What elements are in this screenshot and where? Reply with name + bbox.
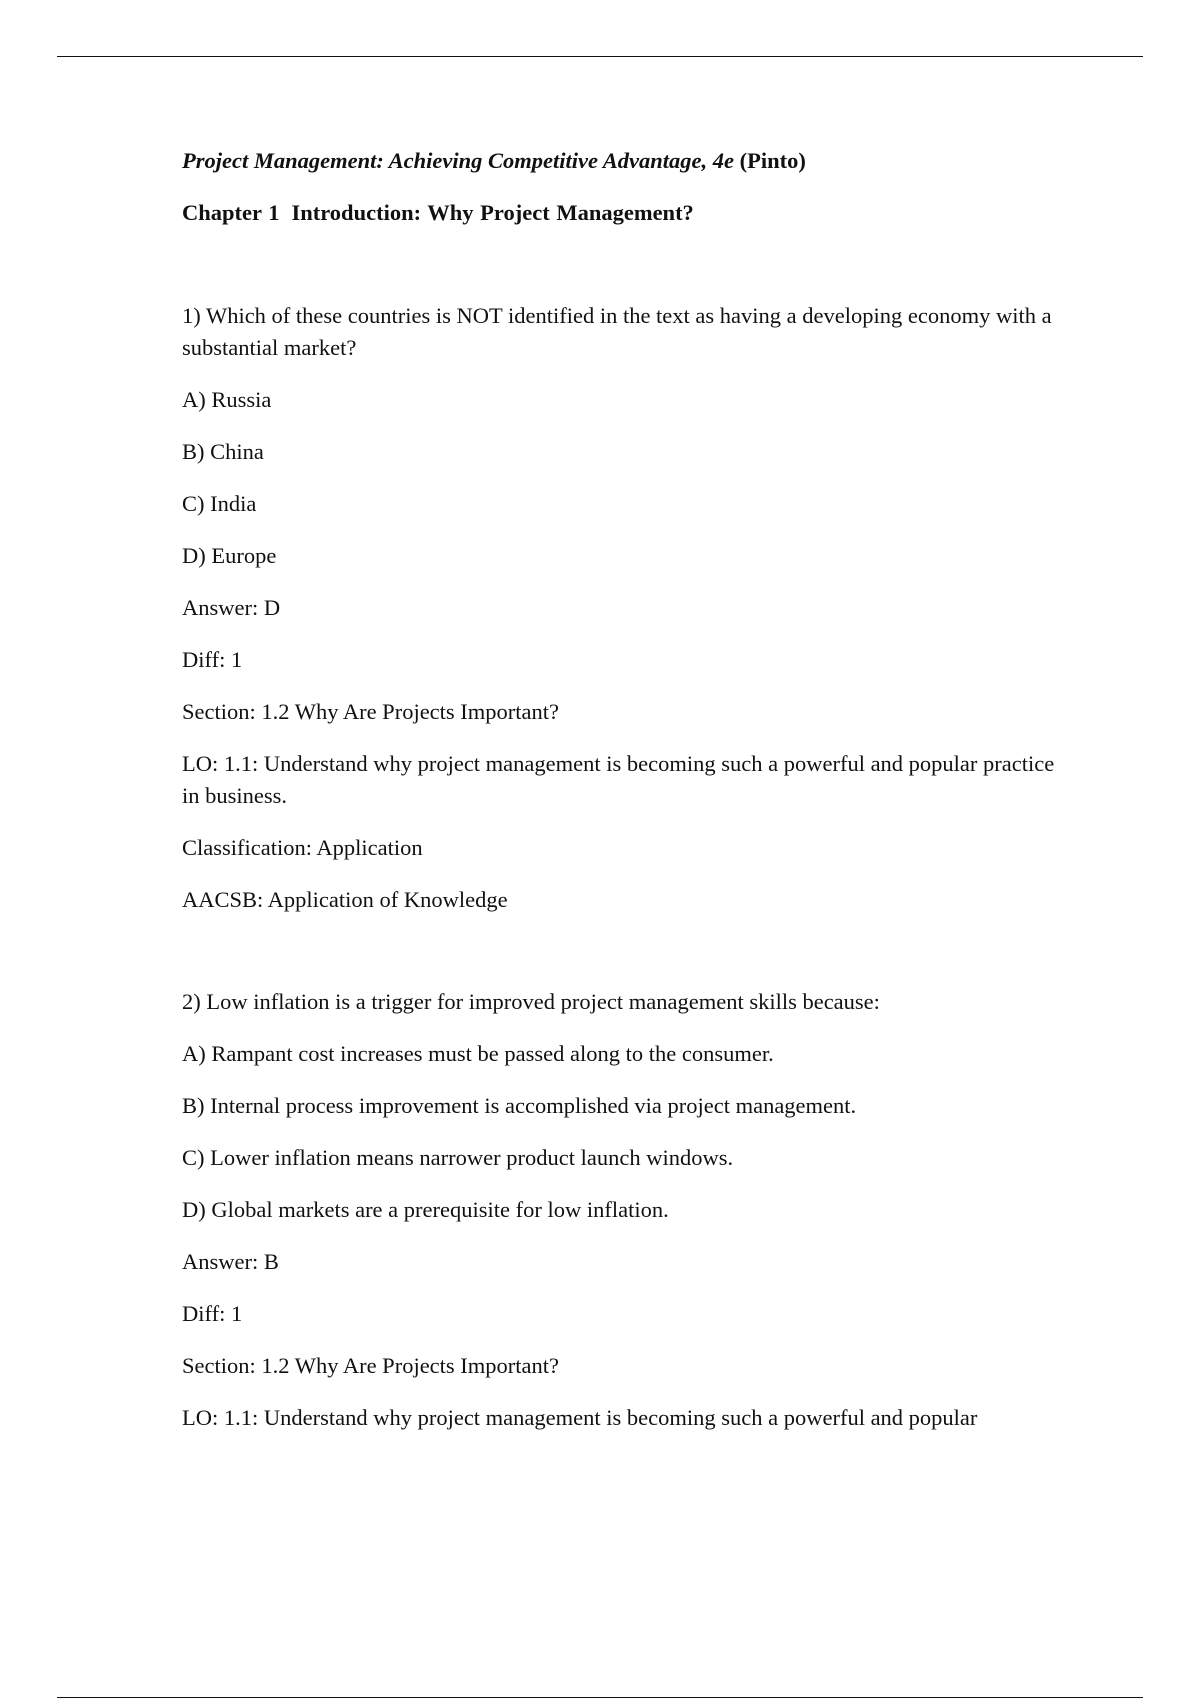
answer-option-b: B) Internal process improvement is accomplished via project management. <box>182 1093 857 1118</box>
learning-objective: LO: 1.1: Understand why project management is becoming such a powerful and popular practice in business. <box>182 751 1055 808</box>
question-1 <box>182 300 1062 916</box>
question-2 <box>182 986 1062 1434</box>
answer-option-c: C) Lower inflation means narrower product launch windows. <box>182 1145 734 1170</box>
chapter-number: Chapter 1 <box>182 200 280 225</box>
book-title-line <box>182 144 1062 178</box>
answer-option-c: C) India <box>182 491 257 516</box>
question-prompt: 1) Which of these countries is NOT identified in the text as having a developing economy with a substantial market? <box>182 303 1052 360</box>
section-ref: Section: 1.2 Why Are Projects Important? <box>182 699 560 724</box>
chapter-title: Introduction: Why Project Management? <box>291 200 694 225</box>
question-prompt: 2) Low inflation is a trigger for improved project management skills because: <box>182 989 880 1014</box>
answer-option-d: D) Global markets are a prerequisite for low inflation. <box>182 1197 669 1222</box>
aacsb: AACSB: Application of Knowledge <box>182 887 508 912</box>
answer-option-b: B) China <box>182 439 264 464</box>
chapter-heading <box>182 196 1062 230</box>
difficulty: Diff: 1 <box>182 1301 243 1326</box>
bottom-rule <box>57 1697 1143 1698</box>
book-author: (Pinto) <box>739 148 806 173</box>
document-page <box>182 144 1062 1454</box>
book-title: Project Management: Achieving Competitive Advantage, 4e <box>182 148 735 173</box>
answer-option-d: D) Europe <box>182 543 277 568</box>
top-rule <box>57 56 1143 57</box>
learning-objective: LO: 1.1: Understand why project management is becoming such a powerful and popular <box>182 1405 978 1430</box>
difficulty: Diff: 1 <box>182 647 243 672</box>
answer-option-a: A) Russia <box>182 387 272 412</box>
answer-key: Answer: B <box>182 1249 279 1274</box>
answer-option-a: A) Rampant cost increases must be passed along to the consumer. <box>182 1041 774 1066</box>
section-ref: Section: 1.2 Why Are Projects Important? <box>182 1353 560 1378</box>
classification: Classification: Application <box>182 835 423 860</box>
answer-key: Answer: D <box>182 595 281 620</box>
